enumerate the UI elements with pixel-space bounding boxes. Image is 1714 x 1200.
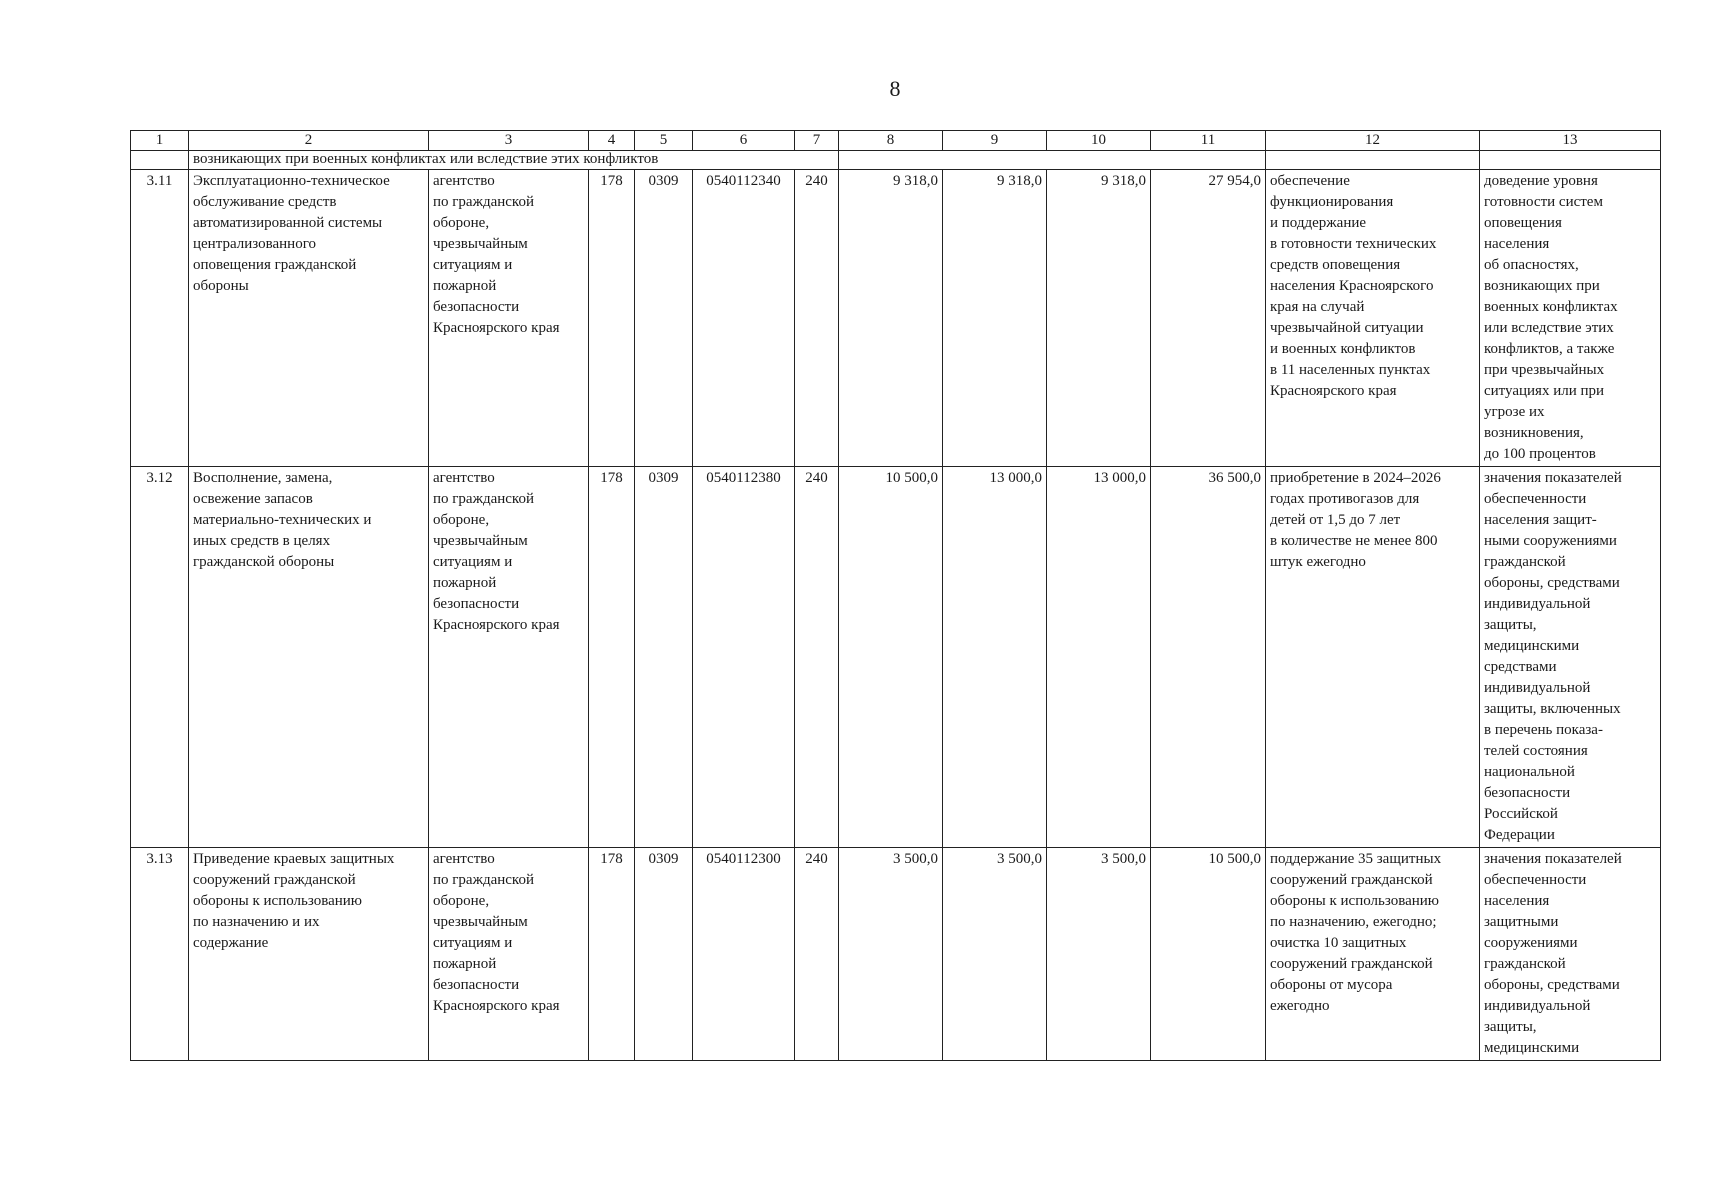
amount-year-1: 3 500,0 <box>839 848 943 1061</box>
amount-year-2: 13 000,0 <box>943 467 1047 848</box>
col-header: 3 <box>429 131 589 151</box>
continuation-text: возникающих при военных конфликтах или вследствие этих конфликтов <box>193 151 659 167</box>
col-header: 8 <box>839 131 943 151</box>
amount-total: 27 954,0 <box>1151 170 1266 467</box>
measure-name: Приведение краевых защитных сооружений гражданской обороны к использованию по назначению и их содержание <box>193 851 395 951</box>
code-section: 0309 <box>635 467 693 848</box>
code-grbs: 178 <box>589 170 635 467</box>
table-row <box>131 467 1661 848</box>
col-header: 13 <box>1480 131 1661 151</box>
program-table <box>130 130 1661 1061</box>
expected-result: приобретение в 2024–2026 годах противогазов для детей от 1,5 до 7 лет в количестве не менее 800 штук ежегодно <box>1270 470 1441 570</box>
amount-year-2: 9 318,0 <box>943 170 1047 467</box>
col-header: 1 <box>131 131 189 151</box>
row-id: 3.11 <box>131 170 189 467</box>
col-header: 10 <box>1047 131 1151 151</box>
table-row <box>131 170 1661 467</box>
indicator-impact: значения показателей обеспеченности населения защит- ными сооружениями гражданской обороны, средствами индивидуальной защиты, медицинскими средствами индивидуальной защиты, включенных в перечень показа- телей состояния национальной безопасности Российской Федерации <box>1484 470 1622 843</box>
code-expense: 240 <box>795 848 839 1061</box>
measure-name: Восполнение, замена, освежение запасов материально-технических и иных средств в целях гражданской обороны <box>193 470 372 570</box>
amount-year-3: 9 318,0 <box>1047 170 1151 467</box>
row-id: 3.12 <box>131 467 189 848</box>
amount-year-1: 10 500,0 <box>839 467 943 848</box>
col-header: 11 <box>1151 131 1266 151</box>
row-id: 3.13 <box>131 848 189 1061</box>
amount-year-3: 3 500,0 <box>1047 848 1151 1061</box>
agency: агентство по гражданской обороне, чрезвычайным ситуациям и пожарной безопасности Красноярского края <box>433 173 560 336</box>
table-row <box>131 848 1661 1061</box>
indicator-impact: значения показателей обеспеченности населения защитными сооружениями гражданской обороны, средствами индивидуальной защиты, медицинскими <box>1484 851 1622 1056</box>
col-header: 6 <box>693 131 795 151</box>
col-header: 2 <box>189 131 429 151</box>
expected-result: поддержание 35 защитных сооружений гражданской обороны к использованию по назначению, ежегодно; очистка 10 защитных сооружений гражданской обороны от мусора ежегодно <box>1270 851 1442 1014</box>
code-target: 0540112380 <box>693 467 795 848</box>
col-header: 5 <box>635 131 693 151</box>
code-grbs: 178 <box>589 467 635 848</box>
col-header: 7 <box>795 131 839 151</box>
col-header: 4 <box>589 131 635 151</box>
col-header: 9 <box>943 131 1047 151</box>
amount-year-1: 9 318,0 <box>839 170 943 467</box>
page-number: 8 <box>889 76 901 101</box>
amount-total: 36 500,0 <box>1151 467 1266 848</box>
continuation-row <box>131 151 1661 170</box>
code-section: 0309 <box>635 170 693 467</box>
amount-year-2: 3 500,0 <box>943 848 1047 1061</box>
amount-year-3: 13 000,0 <box>1047 467 1151 848</box>
expected-result: обеспечение функционирования и поддержание в готовности технических средств оповещения населения Красноярского края на случай чрезвычайной ситуации и военных конфликтов в 11 населенных пунктах Красноярского края <box>1270 173 1437 399</box>
indicator-impact: доведение уровня готовности систем оповещения населения об опасностях, возникающих при военных конфликтах или вследствие этих конфликтов, а также при чрезвычайных ситуациях или при угрозе их возникновения, до 100 процентов <box>1484 173 1618 462</box>
code-grbs: 178 <box>589 848 635 1061</box>
amount-total: 10 500,0 <box>1151 848 1266 1061</box>
code-target: 0540112340 <box>693 170 795 467</box>
agency: агентство по гражданской обороне, чрезвычайным ситуациям и пожарной безопасности Красноярского края <box>433 470 560 633</box>
column-number-row <box>131 131 1661 151</box>
measure-name: Эксплуатационно-техническое обслуживание средств автоматизированной системы централизованного оповещения гражданской обороны <box>193 173 390 294</box>
agency: агентство по гражданской обороне, чрезвычайным ситуациям и пожарной безопасности Красноярского края <box>433 851 560 1014</box>
code-expense: 240 <box>795 467 839 848</box>
code-section: 0309 <box>635 848 693 1061</box>
code-target: 0540112300 <box>693 848 795 1061</box>
col-header: 12 <box>1266 131 1480 151</box>
code-expense: 240 <box>795 170 839 467</box>
